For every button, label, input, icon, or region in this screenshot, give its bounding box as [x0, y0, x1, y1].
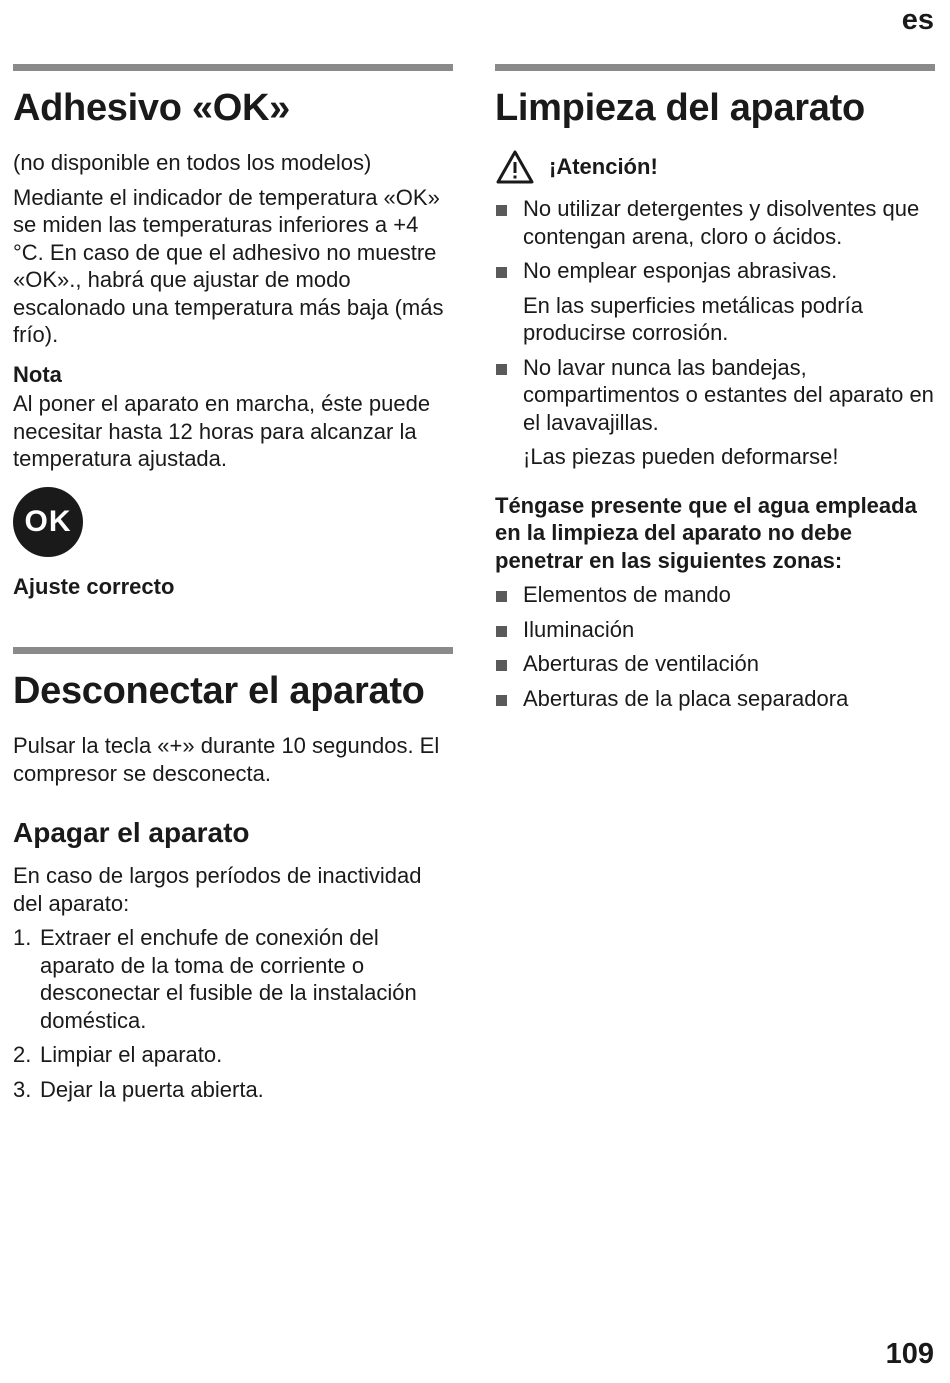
disconnect-text: Pulsar la tecla «+» durante 10 segundos. El compresor se desconecta. [13, 733, 440, 786]
ok-badge-caption: Ajuste correcto [13, 573, 175, 599]
zones-list [495, 581, 935, 712]
note-text: Al poner el aparato en marcha, éste puede necesitar hasta 12 horas para alcanzar la temperatura ajustada. [13, 391, 431, 471]
switch-off-steps [13, 924, 453, 1103]
ok-description: Mediante el indicador de temperatura «OK» se miden las temperaturas inferiores a +4 °C. En caso de que el adhesivo no muestre «OK»., habrá que ajustar de modo escalonado una temperatura más baja (más frío). [13, 184, 444, 347]
zones-heading: Téngase presente que el agua empleada en la limpieza del aparato no debe penetrar en las siguientes zonas: [495, 492, 917, 573]
disconnect-title: Desconectar el aparato [13, 670, 425, 712]
cleaning-title: Limpieza del aparato [495, 87, 865, 129]
switch-off-intro: En caso de largos períodos de inactividad del aparato: [13, 863, 422, 916]
square-bullet-icon [496, 205, 507, 216]
switch-off-subheading: Apagar el aparato [13, 817, 250, 848]
square-bullet-icon [496, 364, 507, 375]
note-heading: Nota [13, 361, 62, 387]
list-item: Iluminación [495, 616, 935, 644]
list-item: No utilizar detergentes y disolventes que contengan arena, cloro o ácidos. [495, 195, 935, 250]
list-item: 3. Dejar la puerta abierta. [13, 1076, 264, 1102]
section-rule [13, 647, 453, 654]
language-code: es [901, 4, 934, 36]
section-rule [13, 64, 453, 71]
list-item: Aberturas de la placa separadora [495, 685, 935, 713]
attention-label: ¡Atención! [549, 154, 658, 179]
list-item: No emplear esponjas abrasivas. En las superficies metálicas podría producirse corrosión. [495, 257, 935, 347]
list-item: No lavar nunca las bandejas, compartimentos o estantes del aparato en el lavavajillas. ¡Las piezas pueden deformarse! [495, 354, 935, 471]
square-bullet-icon [496, 626, 507, 637]
square-bullet-icon [496, 267, 507, 278]
list-item: 1. Extraer el enchufe de conexión del aparato de la toma de corriente o desconectar el fusible de la instalación doméstica. [13, 925, 417, 1033]
list-item: Elementos de mando [495, 581, 935, 609]
section-rule [495, 64, 935, 71]
attention-box [495, 149, 935, 185]
square-bullet-icon [496, 660, 507, 671]
page-number: 109 [885, 1338, 934, 1370]
ok-badge-icon: OK [13, 487, 83, 557]
left-column [13, 0, 453, 1110]
ok-sticker-title: Adhesivo «OK» [13, 87, 290, 129]
square-bullet-icon [496, 695, 507, 706]
availability-note: (no disponible en todos los modelos) [13, 150, 372, 175]
square-bullet-icon [496, 591, 507, 602]
right-column [495, 0, 935, 719]
list-item: 2. Limpiar el aparato. [13, 1042, 223, 1067]
warning-triangle-icon [495, 149, 535, 185]
warning-list [495, 195, 935, 471]
list-item: Aberturas de ventilación [495, 650, 935, 678]
